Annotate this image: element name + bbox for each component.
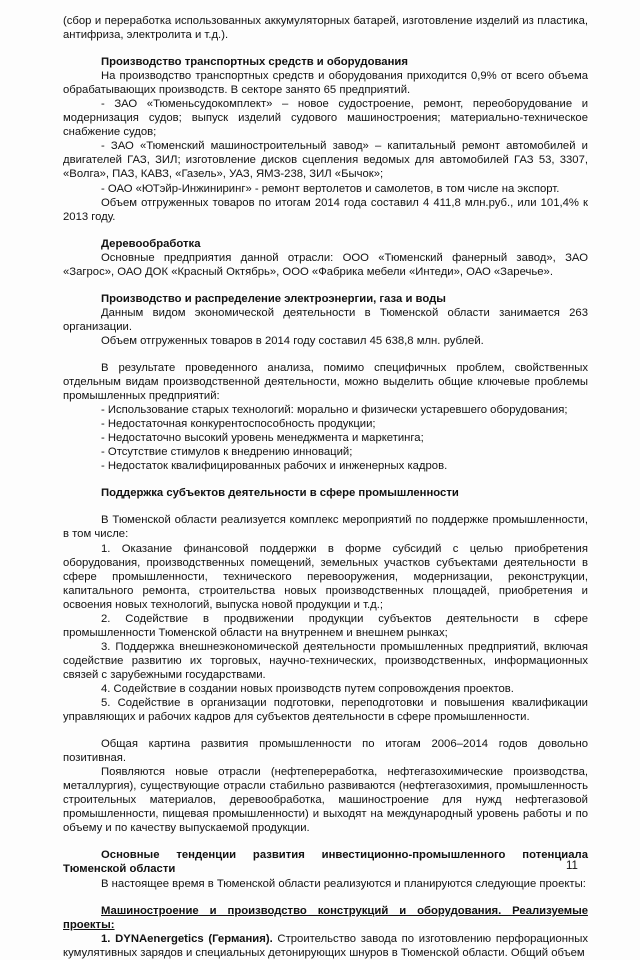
transport-paragraph-1: На производство транспортных средств и оборудования приходится 0,9% от всего объема обрабатывающих производств. В секторе занято 65 предприятий.	[63, 70, 588, 97]
problem-item: - Недостаточная конкурентоспособность продукции;	[101, 418, 376, 431]
problem-item: - Недостаток квалифицированных рабочих и инженерных кадров.	[101, 460, 448, 473]
overall-paragraph-1: Общая картина развития промышленности по итогам 2006–2014 годов довольно позитивная.	[63, 738, 588, 765]
energy-paragraph-1: Данным видом экономической деятельности в Тюменской области занимается 263 организации.	[63, 306, 588, 333]
problem-item: - Использование старых технологий: морально и физически устаревшего оборудования;	[101, 404, 568, 417]
trends-heading: Основные тенденции развития инвестиционно-промышленного потенциала Тюменской области	[63, 849, 588, 876]
wood-paragraph-1: Основные предприятия данной отрасли: ООО «Тюменский фанерный завод», ЗАО «Загрос», ОАО ДОК «Красный Октябрь», ООО «Фабрика мебели «Интеди», ОАО «Заречье».	[63, 251, 588, 278]
page-number: 11	[566, 860, 578, 872]
page-content	[63, 14, 588, 960]
overall-paragraph-2: Появляются новые отрасли (нефтепереработка, нефтегазохимические производства, металлургия), существующие отрасли стабильно развиваются (нефтегазохимия, промышленность строительных материалов, деревообработка, машиностроение для нужд нефтегазовой промышленности, пищевая промышленности) и выходят на международный уровень работы и по объему и по качеству выпускаемой продукции.	[63, 766, 588, 835]
support-item: 5. Содействие в организации подготовки, переподготовки и повышения квалификации управляющих и рабочих кадров для субъектов деятельности в сфере промышленности.	[63, 697, 588, 724]
transport-paragraph-5: Объем отгруженных товаров по итогам 2014 года составил 4 411,8 млн.руб., или 101,4% к 2013 году.	[63, 196, 588, 223]
support-item: 2. Содействие в продвижении продукции субъектов деятельности в сфере промышленности Тюменской области на внутреннем и внешнем рынках;	[63, 612, 588, 639]
transport-paragraph-2: - ЗАО «Тюменьсудокомплект» – новое судостроение, ремонт, переоборудование и модернизация судов; выпуск изделий судового машиностроения; материально-техническое снабжение судов;	[63, 98, 588, 139]
wood-heading: Деревообработка	[101, 237, 201, 250]
intro-paragraph: (сбор и переработка использованных аккумуляторных батарей, изготовление изделий из пластика, антифриза, электролита и т.д.).	[63, 15, 588, 42]
energy-paragraph-2: Объем отгруженных товаров в 2014 году составил 45 638,8 млн. рублей.	[101, 334, 484, 347]
problem-item: - Недостаточно высокий уровень менеджмента и маркетинга;	[101, 432, 424, 445]
transport-paragraph-4: - ОАО «ЮТэйр-Инжиниринг» - ремонт вертолетов и самолетов, в том числе на экспорт.	[101, 182, 560, 195]
support-heading: Поддержка субъектов деятельности в сфере промышленности	[101, 487, 459, 500]
support-item: 4. Содействие в создании новых производств путем сопровождения проектов.	[101, 682, 514, 695]
transport-heading: Производство транспортных средств и оборудования	[101, 56, 408, 69]
problem-item: - Отсутствие стимулов к внедрению инноваций;	[101, 446, 353, 459]
support-paragraph: В Тюменской области реализуется комплекс мероприятий по поддержке промышленности, в том числе:	[63, 514, 588, 541]
project-item-1-title: 1. DYNAenergetics (Германия).	[101, 932, 273, 945]
project-item-1-text: Строительство завода по изготовлению перфорационных кумулятивных зарядов и специальных детонирующих шнуров в Тюменской области. Общий объем	[63, 932, 588, 959]
support-item: 3. Поддержка внешнеэкономической деятельности промышленных предприятий, включая содействие развитию их торговых, научно-технических, производственных, информационных связей с зарубежными государствами.	[63, 640, 588, 681]
transport-paragraph-3: - ЗАО «Тюменский машиностроительный завод» – капитальный ремонт автомобилей и двигателей ГАЗ, ЗИЛ; изготовление дисков сцепления ведомых для автомобилей ГАЗ 53, 3307, «Волга», ПАЗ, КАВЗ, «Газель», УАЗ, ЯМЗ-238, ЗИЛ «Бычок»;	[63, 140, 588, 181]
trends-paragraph: В настоящее время в Тюменской области реализуются и планируются следующие проекты:	[101, 877, 586, 890]
energy-heading: Производство и распределение электроэнергии, газа и воды	[101, 292, 446, 305]
problems-paragraph: В результате проведенного анализа, помимо специфичных проблем, свойственных отдельным видам производственной деятельности, можно выделить общие ключевые проблемы промышленных предприятий:	[63, 361, 588, 403]
support-item: 1. Оказание финансовой поддержки в форме субсидий с целью приобретения оборудования, производственных помещений, земельных участков субъектами деятельности в сфере промышленности, технического перевооружения, модернизации, реконструкции, капитального ремонта, строительства новых производственных площадей, приобретения и освоения новых технологий, выпуска новой продукции и т.д.;	[63, 542, 588, 611]
project-item-1	[63, 932, 588, 960]
projects-heading: Машиностроение и производство конструкций и оборудования. Реализуемые проекты:	[63, 904, 588, 931]
